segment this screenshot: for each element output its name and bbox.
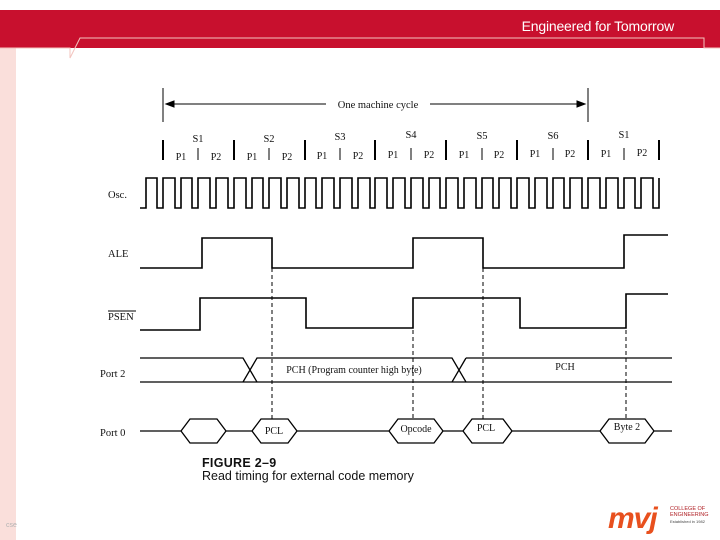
figure-caption bbox=[202, 456, 414, 483]
state-label: S5 bbox=[476, 131, 488, 142]
osc-waveform bbox=[140, 178, 659, 208]
phase-label: P2 bbox=[636, 148, 648, 159]
phase-label: P1 bbox=[387, 150, 399, 161]
caption-title: FIGURE 2–9 bbox=[202, 456, 277, 470]
logo-line-1: COLLEGE OF bbox=[670, 506, 706, 512]
state-label: S4 bbox=[405, 130, 417, 141]
port2-label: Port 2 bbox=[100, 369, 126, 380]
phase-label: P2 bbox=[210, 152, 222, 163]
phase-label: P1 bbox=[458, 150, 470, 161]
phase-label: P2 bbox=[423, 150, 435, 161]
phase-label: P1 bbox=[246, 152, 258, 163]
port2-label-pch: PCH bbox=[555, 362, 575, 373]
state-labels bbox=[192, 130, 629, 145]
college-logo bbox=[608, 504, 720, 534]
state-label: S3 bbox=[334, 132, 346, 143]
phase-label: P1 bbox=[600, 149, 612, 160]
state-label: S1 bbox=[192, 134, 204, 145]
logo-line-3: Established in 1982 bbox=[670, 518, 705, 524]
phase-label: P1 bbox=[316, 151, 328, 162]
port0-label-opcode: Opcode bbox=[400, 424, 432, 435]
phase-label: P1 bbox=[175, 152, 187, 163]
state-label: S6 bbox=[547, 131, 559, 142]
logo-mark: mvj bbox=[608, 502, 657, 535]
port0-label-byte2: Byte 2 bbox=[613, 422, 641, 433]
watermark: cse bbox=[6, 522, 17, 529]
phase-label: P1 bbox=[529, 149, 541, 160]
state-label: S2 bbox=[263, 134, 275, 145]
phase-label: P2 bbox=[564, 149, 576, 160]
caption-subtitle: Read timing for external code memory bbox=[202, 469, 414, 483]
ale-waveform bbox=[140, 235, 668, 268]
logo-line-2: ENGINEERING bbox=[670, 512, 709, 519]
signal-labels bbox=[100, 190, 134, 439]
cycle-arrowhead-left bbox=[166, 101, 174, 107]
port0-label-pcl: PCL bbox=[264, 426, 284, 437]
phase-label: P2 bbox=[493, 150, 505, 161]
psen-waveform bbox=[140, 294, 668, 330]
timing-guides bbox=[272, 268, 626, 419]
cycle-arrowhead-right bbox=[577, 101, 585, 107]
header-title: Engineered for Tomorrow bbox=[521, 18, 674, 34]
logo-text bbox=[670, 506, 709, 525]
machine-cycle-label: One machine cycle bbox=[337, 100, 419, 111]
ale-label: ALE bbox=[108, 249, 129, 260]
port2-label-pch-long: PCH (Program counter high byte) bbox=[286, 365, 422, 376]
phase-label: P2 bbox=[352, 151, 364, 162]
osc-label: Osc. bbox=[108, 190, 127, 201]
port0-label-pcl-2: PCL bbox=[476, 423, 496, 434]
phase-label: P2 bbox=[281, 152, 293, 163]
port0-label: Port 0 bbox=[100, 428, 126, 439]
psen-label: PSEN bbox=[108, 312, 134, 323]
state-label: S1 bbox=[618, 130, 630, 141]
bus-labels bbox=[265, 362, 640, 437]
